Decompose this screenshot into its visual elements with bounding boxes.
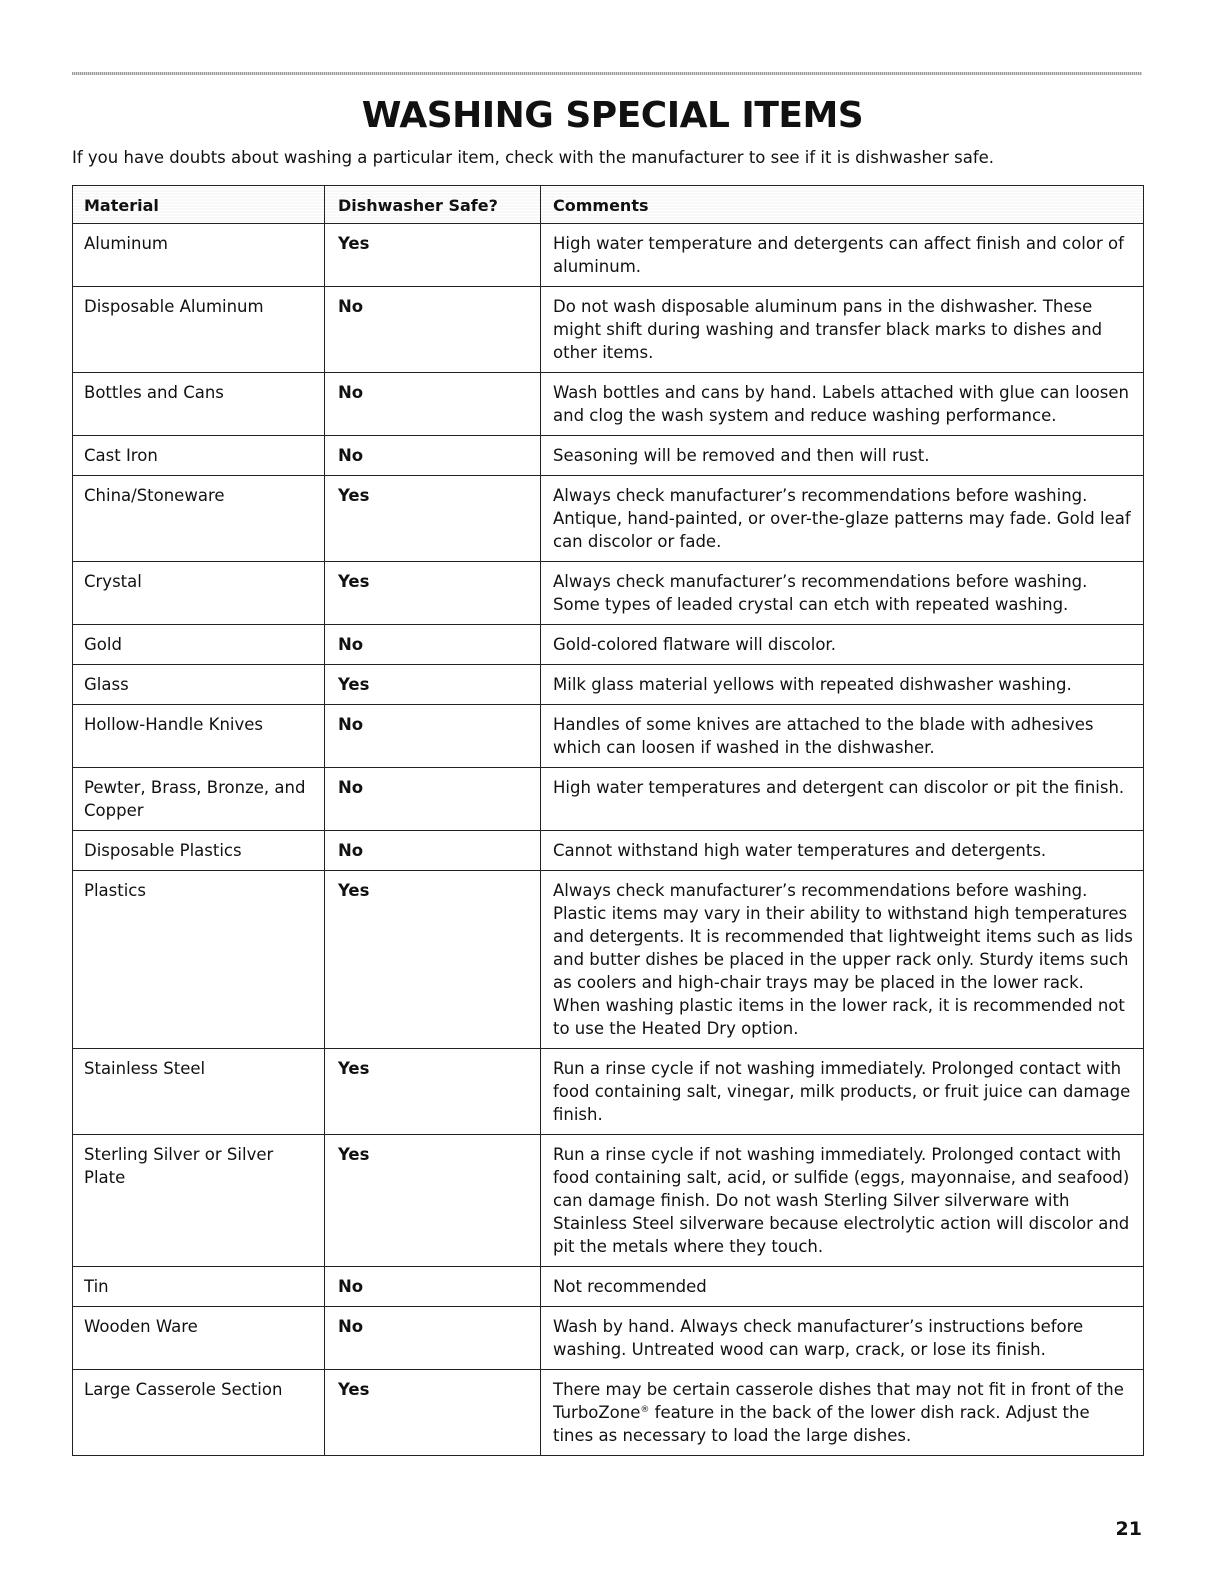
comment-cell: Do not wash disposable aluminum pans in the dishwasher. These might shift during washing and transfer black marks to dishes and other items. xyxy=(541,287,1144,373)
dishwasher-safe-cell: No xyxy=(325,705,541,768)
table-row xyxy=(73,768,1144,831)
material-cell: Wooden Ware xyxy=(73,1307,325,1370)
table-row xyxy=(73,1049,1144,1135)
header-dishwasher-safe: Dishwasher Safe? xyxy=(325,186,541,224)
dishwasher-safe-cell: Yes xyxy=(325,224,541,287)
table-row xyxy=(73,1267,1144,1307)
material-cell: Bottles and Cans xyxy=(73,373,325,436)
comment-cell: High water temperature and detergents can affect finish and color of aluminum. xyxy=(541,224,1144,287)
material-cell: China/Stoneware xyxy=(73,476,325,562)
dishwasher-safe-cell: No xyxy=(325,831,541,871)
comment-cell: Seasoning will be removed and then will rust. xyxy=(541,436,1144,476)
comment-cell: Wash bottles and cans by hand. Labels attached with glue can loosen and clog the wash system and reduce washing performance. xyxy=(541,373,1144,436)
material-cell: Stainless Steel xyxy=(73,1049,325,1135)
special-items-table xyxy=(72,185,1144,1456)
comment-cell: Run a rinse cycle if not washing immediately. Prolonged contact with food containing salt, vinegar, milk products, or fruit juice can damage finish. xyxy=(541,1049,1144,1135)
dishwasher-safe-cell: Yes xyxy=(325,1135,541,1267)
dishwasher-safe-cell: Yes xyxy=(325,1049,541,1135)
material-cell: Hollow-Handle Knives xyxy=(73,705,325,768)
comment-cell: Milk glass material yellows with repeated dishwasher washing. xyxy=(541,665,1144,705)
comment-cell: Always check manufacturer’s recommendations before washing. Antique, hand-painted, or over-the-glaze patterns may fade. Gold leaf can discolor or fade. xyxy=(541,476,1144,562)
dishwasher-safe-cell: No xyxy=(325,1307,541,1370)
material-cell: Gold xyxy=(73,625,325,665)
table-row xyxy=(73,871,1144,1049)
page-title: WASHING SPECIAL ITEMS xyxy=(361,95,864,136)
table-row xyxy=(73,831,1144,871)
dishwasher-safe-cell: Yes xyxy=(325,871,541,1049)
comment-cell: Gold-colored flatware will discolor. xyxy=(541,625,1144,665)
dishwasher-safe-cell: No xyxy=(325,287,541,373)
comment-cell: Run a rinse cycle if not washing immediately. Prolonged contact with food containing salt, acid, or sulfide (eggs, mayonnaise, and seafood) can damage finish. Do not wash Sterling Silver silverware with Stainless Steel silverware because electrolytic action will discolor and pit the metals where they touch. xyxy=(541,1135,1144,1267)
material-cell: Aluminum xyxy=(73,224,325,287)
comment-cell xyxy=(541,1370,1144,1456)
comment-text-start: There may be certain casserole dishes that may not fit in front of the TurboZone xyxy=(553,1380,1124,1422)
intro-text: If you have doubts about washing a particular item, check with the manufacturer to see if it is dishwasher safe. xyxy=(72,148,995,167)
top-divider xyxy=(72,72,1142,75)
dishwasher-safe-cell: Yes xyxy=(325,665,541,705)
comment-cell: Cannot withstand high water temperatures and detergents. xyxy=(541,831,1144,871)
comment-cell: Wash by hand. Always check manufacturer’s instructions before washing. Untreated wood can warp, crack, or lose its finish. xyxy=(541,1307,1144,1370)
material-cell: Tin xyxy=(73,1267,325,1307)
dishwasher-safe-cell: No xyxy=(325,768,541,831)
table-row xyxy=(73,436,1144,476)
material-cell: Disposable Aluminum xyxy=(73,287,325,373)
material-cell: Disposable Plastics xyxy=(73,831,325,871)
material-cell: Cast Iron xyxy=(73,436,325,476)
dishwasher-safe-cell: No xyxy=(325,625,541,665)
table-header-row xyxy=(73,186,1144,224)
table-row xyxy=(73,562,1144,625)
table-row xyxy=(73,1370,1144,1456)
table-row xyxy=(73,1307,1144,1370)
table-row xyxy=(73,665,1144,705)
material-cell: Pewter, Brass, Bronze, and Copper xyxy=(73,768,325,831)
comment-cell: Not recommended xyxy=(541,1267,1144,1307)
table-row xyxy=(73,1135,1144,1267)
table-row xyxy=(73,705,1144,768)
comment-cell: Handles of some knives are attached to the blade with adhesives which can loosen if washed in the dishwasher. xyxy=(541,705,1144,768)
comment-text-end: feature in the back of the lower dish rack. Adjust the tines as necessary to load the large dishes. xyxy=(553,1403,1090,1445)
page-number: 21 xyxy=(1115,1518,1142,1540)
dishwasher-safe-cell: No xyxy=(325,436,541,476)
material-cell: Glass xyxy=(73,665,325,705)
dishwasher-safe-cell: Yes xyxy=(325,562,541,625)
material-cell: Sterling Silver or Silver Plate xyxy=(73,1135,325,1267)
table-row xyxy=(73,476,1144,562)
table-row xyxy=(73,224,1144,287)
dishwasher-safe-cell: No xyxy=(325,373,541,436)
comment-cell: High water temperatures and detergent can discolor or pit the finish. xyxy=(541,768,1144,831)
material-cell: Plastics xyxy=(73,871,325,1049)
comment-cell: Always check manufacturer’s recommendations before washing. Some types of leaded crystal can etch with repeated washing. xyxy=(541,562,1144,625)
comment-cell: Always check manufacturer’s recommendations before washing. Plastic items may vary in their ability to withstand high temperatures and detergents. It is recommended that lightweight items such as lids and butter dishes be placed in the upper rack only. Sturdy items such as coolers and high-chair trays may be placed in the lower rack. When washing plastic items in the lower rack, it is recommended not to use the Heated Dry option. xyxy=(541,871,1144,1049)
dishwasher-safe-cell: Yes xyxy=(325,1370,541,1456)
header-material: Material xyxy=(73,186,325,224)
dishwasher-safe-cell: Yes xyxy=(325,476,541,562)
material-cell: Large Casserole Section xyxy=(73,1370,325,1456)
table-row xyxy=(73,625,1144,665)
table-row xyxy=(73,287,1144,373)
header-comments: Comments xyxy=(541,186,1144,224)
registered-mark: ® xyxy=(640,1405,650,1415)
table-row xyxy=(73,373,1144,436)
material-cell: Crystal xyxy=(73,562,325,625)
dishwasher-safe-cell: No xyxy=(325,1267,541,1307)
